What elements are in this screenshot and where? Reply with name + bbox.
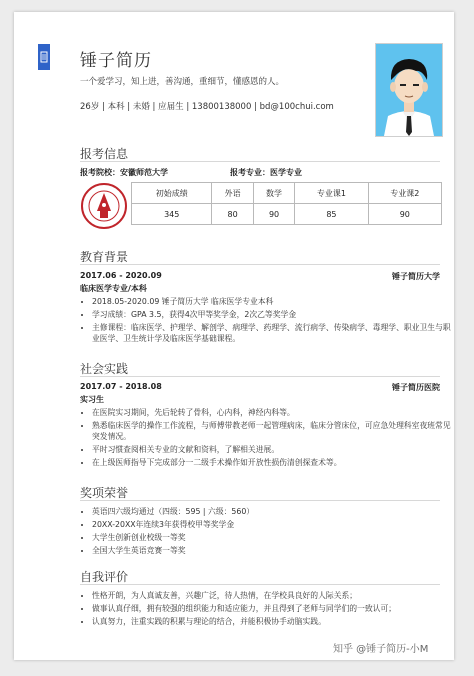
practice-org: 锤子简历医院: [392, 383, 440, 392]
document-icon: [38, 44, 50, 70]
list-item: • 20XX-20XX年连续3年获得校甲等奖学金: [92, 519, 452, 530]
practice-period: 2017.07 - 2018.08: [80, 382, 162, 391]
table-cell: 90: [368, 204, 441, 225]
list-item: • 平时习惯查阅相关专业的文献和资料，了解相关进展。: [92, 444, 452, 455]
scores-table: [131, 182, 442, 225]
awards-list: [80, 506, 452, 558]
education-major: 临床医学专业/本科: [80, 284, 147, 293]
profile-photo: [375, 43, 443, 137]
list-item: • 做事认真仔细，拥有较强的组织能力和适应能力，并且得到了老师与同学们的一致认可；: [92, 603, 452, 614]
table-cell: 初始成绩: [132, 183, 212, 204]
watermark: 知乎 @锤子简历-小M: [333, 644, 429, 655]
list-item: • 在上级医师指导下完成部分一二级手术操作如开放性损伤清创探查术等。: [92, 457, 452, 468]
divider: [80, 161, 440, 162]
motto: 一个爱学习，知上进，善沟通，重细节，懂感恩的人。: [80, 77, 285, 87]
section-title-exam: 报考信息: [80, 147, 129, 161]
section-title-practice: 社会实践: [80, 362, 129, 376]
section-title-education: 教育背景: [80, 250, 129, 264]
table-cell: 专业课2: [368, 183, 441, 204]
table-cell: 85: [295, 204, 368, 225]
education-org: 锤子简历大学: [392, 272, 440, 281]
divider: [80, 376, 440, 377]
table-cell: 90: [253, 204, 294, 225]
resume-name: 锤子简历: [80, 51, 152, 71]
table-row: [132, 183, 442, 204]
basic-info: 26岁 | 本科 | 未婚 | 应届生 | 13800138000 | bd@100chui.com: [80, 102, 334, 112]
divider: [80, 500, 440, 501]
table-cell: 80: [212, 204, 253, 225]
list-item: • 性格开朗，为人真诚友善，兴趣广泛，待人热情，在学校具良好的人际关系；: [92, 590, 452, 601]
exam-major: 报考专业：医学专业: [230, 168, 302, 177]
table-cell: 数学: [253, 183, 294, 204]
education-period: 2017.06 - 2020.09: [80, 271, 162, 280]
list-item: • 全国大学生英语竞赛一等奖: [92, 545, 452, 556]
list-item: • 在医院实习期间，先后轮转了骨科，心内科，神经内科等。: [92, 407, 452, 418]
list-item: • 大学生创新创业校级一等奖: [92, 532, 452, 543]
list-item: • 认真努力，注重实践的积累与理论的结合，并能积极协手动脑实践。: [92, 616, 452, 627]
table-cell: 外语: [212, 183, 253, 204]
list-item: • 学习成绩：GPA 3.5，获得4次甲等奖学金，2次乙等奖学金: [92, 309, 452, 320]
divider: [80, 264, 440, 265]
list-item: • 2018.05-2020.09 锤子简历大学 临床医学专业本科: [92, 296, 452, 307]
section-title-awards: 奖项荣誉: [80, 486, 129, 500]
list-item: • 英语四六级均通过（四级：595 | 六级：560）: [92, 506, 452, 517]
list-item: • 熟悉临床医学的操作工作流程，与师傅带教老师一起管理病床，临床分管床位，可应急处理科室夜班常见突发情况。: [92, 420, 452, 442]
table-cell: 345: [132, 204, 212, 225]
university-seal-logo: [81, 183, 127, 229]
practice-list: [80, 407, 452, 470]
table-cell: 专业课1: [295, 183, 368, 204]
section-title-self-eval: 自我评价: [80, 570, 129, 584]
self-eval-list: [80, 590, 452, 629]
exam-school: 报考院校：安徽师范大学: [80, 168, 168, 177]
table-row: [132, 204, 442, 225]
divider: [80, 584, 440, 585]
education-list: [80, 296, 452, 346]
practice-role: 实习生: [80, 395, 104, 404]
list-item: • 主修课程：临床医学、护理学、解剖学、病理学、药理学、流行病学、传染病学、毒理学、职业卫生与职业医学、卫生统计学及临床医学基础课程。: [92, 322, 452, 344]
